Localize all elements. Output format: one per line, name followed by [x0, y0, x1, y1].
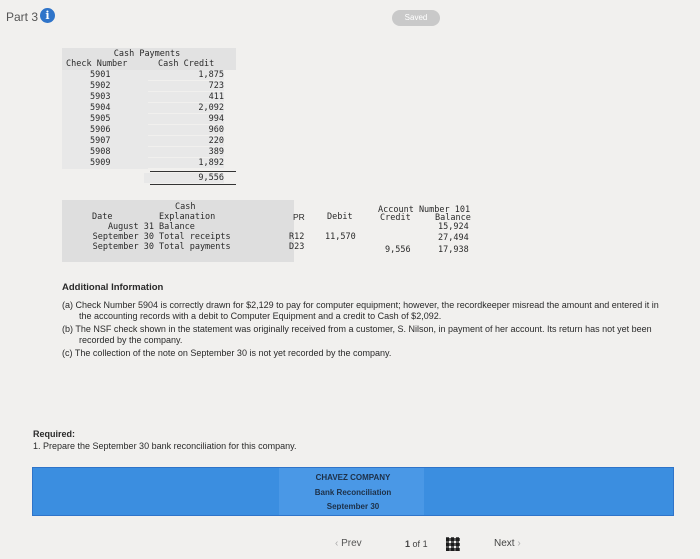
recon-company: CHAVEZ COMPANY	[315, 473, 391, 482]
table-row	[62, 158, 236, 169]
cash-payments-header	[62, 48, 236, 70]
table-row	[62, 103, 236, 114]
cash-payments-total: 9,556	[144, 173, 224, 183]
check-number: 5909	[90, 158, 111, 168]
table-row	[62, 114, 236, 125]
ledger-explanation: Total receipts	[159, 232, 231, 242]
cash-credit: 220	[144, 136, 224, 146]
top-bar	[0, 0, 700, 34]
ledger-explanation: Balance	[159, 222, 195, 232]
table-row	[62, 70, 236, 81]
chevron-left-icon: ‹	[335, 538, 342, 549]
ledger-pr: D23	[289, 242, 305, 252]
ledger-pr-header: PR	[293, 212, 305, 222]
prev-button[interactable]	[335, 538, 362, 549]
additional-information	[62, 282, 672, 360]
cash-ledger	[62, 200, 482, 262]
table-row	[62, 125, 236, 136]
cash-credit: 389	[144, 147, 224, 157]
next-button[interactable]	[494, 538, 521, 549]
ledger-date: September 30	[92, 232, 154, 242]
ledger-pr: R12	[289, 232, 305, 242]
required-section	[33, 428, 296, 452]
chevron-right-icon: ›	[514, 538, 521, 549]
bank-reconciliation-table[interactable]	[32, 467, 674, 516]
cash-credit: 411	[144, 92, 224, 102]
cash-credit: 960	[144, 125, 224, 135]
saved-badge: Saved	[392, 10, 440, 26]
total-pages: 1	[422, 539, 428, 549]
check-number: 5904	[90, 103, 111, 113]
cash-credit: 994	[144, 114, 224, 124]
check-number: 5901	[90, 70, 111, 80]
additional-item-b: (b) The NSF check shown in the statement was originally received from a customer, S. Nilson, in payment of her account. Its return has not yet been recorded by the company.	[62, 323, 652, 345]
next-label: Next	[494, 538, 515, 549]
cash-credit: 1,875	[144, 70, 224, 80]
current-page: 1	[405, 539, 411, 549]
ledger-date: August 31	[107, 222, 154, 232]
ledger-date: September 30	[92, 242, 154, 252]
cash-credit: 723	[144, 81, 224, 91]
ledger-explanation: Total payments	[159, 242, 231, 252]
cash-credit: 2,092	[144, 103, 224, 113]
recon-title: Bank Reconciliation	[314, 488, 392, 497]
table-row	[62, 92, 236, 103]
cash-payments-table	[62, 48, 236, 183]
table-row	[62, 136, 236, 147]
ledger-credit: 9,556	[385, 245, 411, 255]
required-heading: Required:	[33, 429, 76, 439]
ledger-balance: 17,938	[438, 245, 469, 255]
check-number: 5902	[90, 81, 111, 91]
cash-payments-rows	[62, 70, 236, 169]
cash-payments-total-row	[62, 169, 236, 183]
check-number: 5903	[90, 92, 111, 102]
cash-credit: 1,892	[144, 158, 224, 168]
ledger-balance: 27,494	[438, 233, 469, 243]
part-label: Part 3	[6, 10, 39, 24]
info-icon[interactable]: i	[40, 8, 55, 23]
check-number-header: Check Number	[66, 59, 128, 69]
table-row	[62, 81, 236, 92]
ledger-account-number: Account Number 101	[378, 205, 471, 215]
ledger-debit-header: Debit	[327, 212, 353, 222]
additional-item-c: (c) The collection of the note on September 30 is not yet recorded by the company.	[62, 347, 392, 358]
ledger-balance: 15,924	[438, 222, 469, 232]
ledger-debit: 11,570	[325, 232, 356, 242]
additional-heading: Additional Information	[62, 282, 164, 293]
check-number: 5907	[90, 136, 111, 146]
grid-icon[interactable]	[446, 537, 460, 551]
check-number: 5908	[90, 147, 111, 157]
required-item-1: 1. Prepare the September 30 bank reconciliation for this company.	[33, 441, 297, 451]
page-of-label: of	[412, 539, 421, 549]
ledger-date-header: Date	[92, 212, 113, 222]
table-row	[62, 147, 236, 158]
prev-label: Prev	[341, 538, 362, 549]
ledger-credit-header: Credit	[380, 213, 411, 223]
ledger-balance-header: Balance	[435, 213, 471, 223]
additional-item-a: (a) Check Number 5904 is correctly drawn for $2,129 to pay for computer equipment; however, the recordkeeper misread the amount and entered it in the accounting records with a debit to Computer Equipment and a credit to Cash of $2,092.	[62, 299, 659, 321]
ledger-explanation-header: Explanation	[159, 212, 216, 222]
pager	[0, 530, 700, 559]
cash-payments-title: Cash Payments	[113, 49, 181, 59]
check-number: 5905	[90, 114, 111, 124]
recon-date: September 30	[326, 502, 380, 510]
cash-credit-header: Cash Credit	[158, 59, 215, 69]
ledger-title: Cash	[175, 202, 196, 212]
page-indicator	[405, 539, 428, 549]
check-number: 5906	[90, 125, 111, 135]
